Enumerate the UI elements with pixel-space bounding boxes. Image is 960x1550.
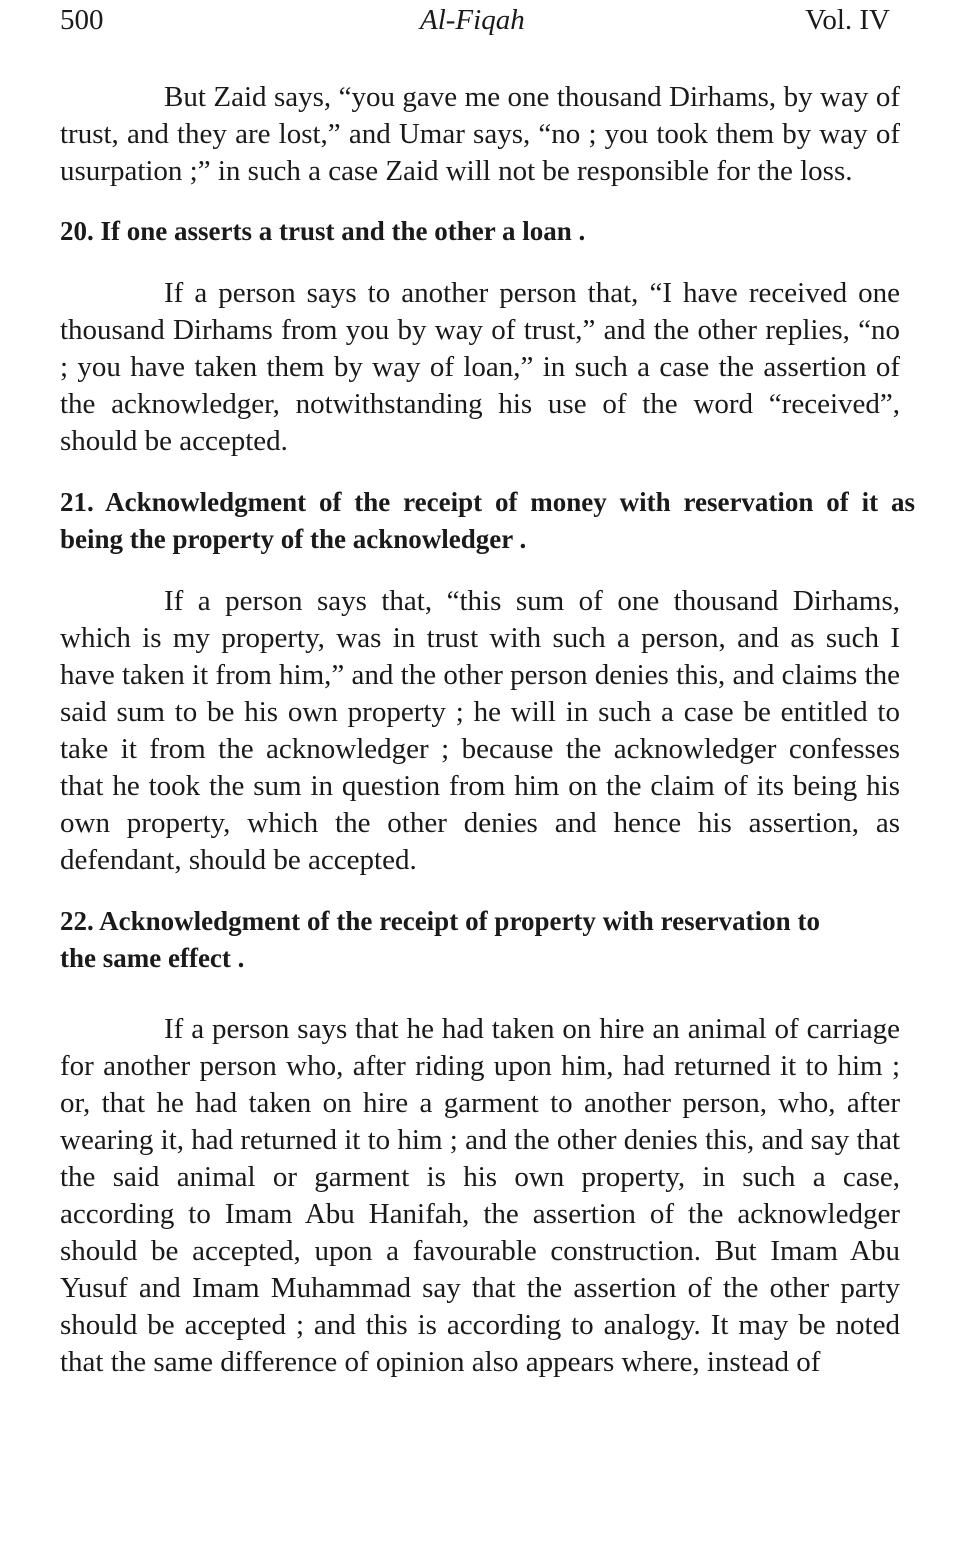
- running-header: [60, 0, 900, 44]
- opening-paragraph: But Zaid says, “you gave me one thousand Dirhams, by way of trust, and they are lost,” and Umar says, “no ; you took them by way of usurpation ;” in such a case Zaid will not be responsible for the loss.: [60, 81, 900, 187]
- book-title: Al-Fiqah: [420, 4, 525, 36]
- section-20-paragraph: If a person says to another person that, “I have received one thousand Dirhams from you by way of trust,” and the other replies, “no ; you have taken them by way of loan,” in such a case the assertion of the acknowledger, notwithstanding his use of the word “received”, should be accepted.: [60, 277, 900, 457]
- book-page: [60, 0, 915, 1381]
- section-21-paragraph: If a person says that, “this sum of one thousand Dirhams, which is my property, was in trust with such a person, and as such I have taken it from him,” and the other person denies this, and claims the said sum to be his own property ; he will in such a case be entitled to take it from the acknowledger ; because the acknowledger confesses that he took the sum in question from him on the claim of its being his own property, which the other denies and hence his assertion, as defendant, should be accepted.: [60, 585, 900, 876]
- page-number: 500: [60, 4, 104, 36]
- section-22-heading: 22. Acknowledgment of the receipt of property with reservation to the same effect .: [60, 906, 820, 973]
- volume-label: Vol. IV: [805, 4, 890, 36]
- section-21-heading: 21. Acknowledgment of the receipt of money with reservation of it as being the property of the acknowledger .: [60, 487, 915, 554]
- section-20-heading: 20. If one asserts a trust and the other a loan .: [60, 216, 586, 246]
- section-22-paragraph: If a person says that he had taken on hire an animal of carriage for another person who, after riding upon him, had returned it to him ; or, that he had taken on hire a garment to another person, who, after wearing it, had returned it to him ; and the other denies this, and say that the said animal or garment is his own property, in such a case, according to Imam Abu Hanifah, the assertion of the acknowledger should be accepted, upon a favourable construction. But Imam Abu Yusuf and Imam Muhammad say that the assertion of the other party should be accepted ; and this is according to analogy. It may be noted that the same difference of opinion also appears where, instead of: [60, 1013, 900, 1378]
